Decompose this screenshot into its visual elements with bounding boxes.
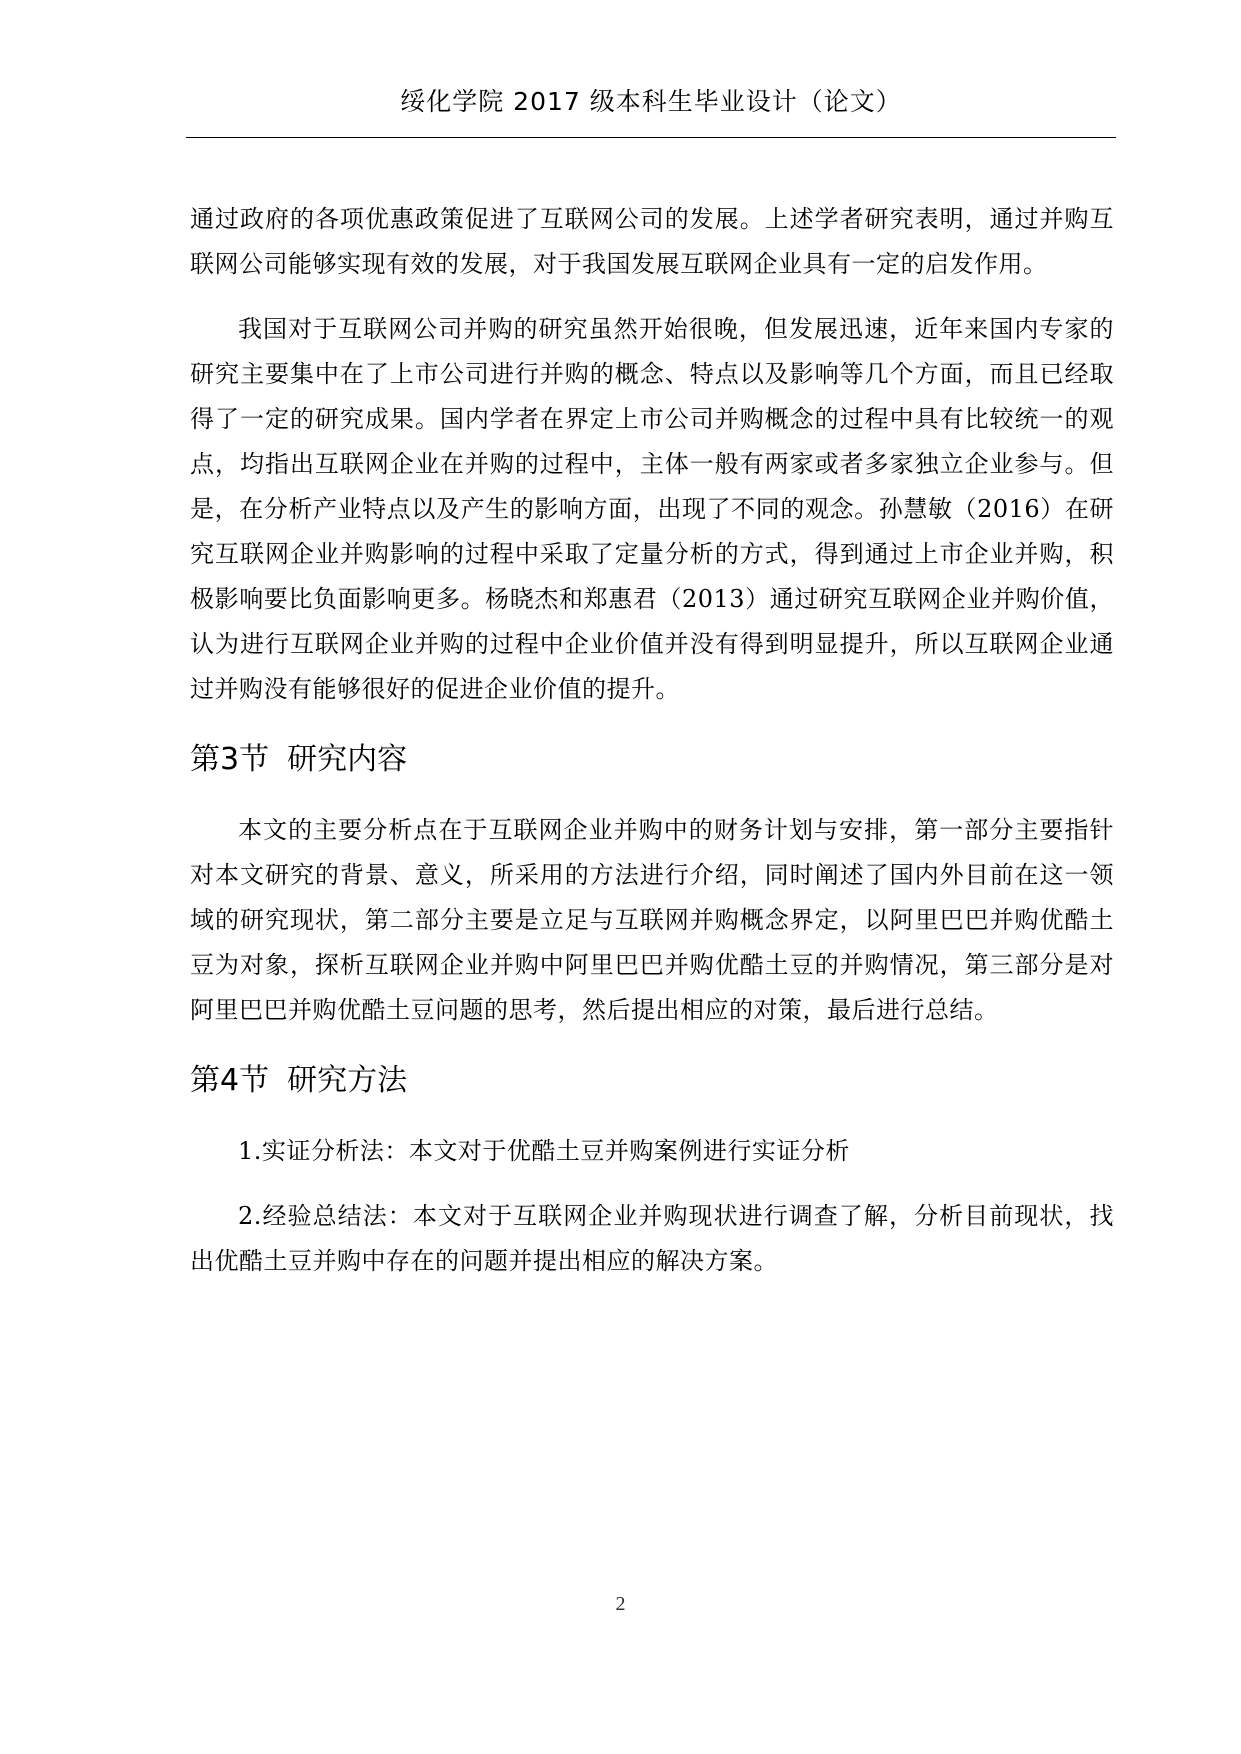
- running-header: 绥化学院 2017 级本科生毕业设计（论文）: [400, 87, 902, 116]
- method-item-1: 1.实证分析法：本文对于优酷土豆并购案例进行实证分析: [238, 1137, 850, 1165]
- section-4-title: 研究方法: [287, 1063, 408, 1098]
- header-rule: [186, 137, 1116, 138]
- paragraph-literature-review: 我国对于互联网公司并购的研究虽然开始很晚，但发展迅速，近年来国内专家的研究主要集中在了上市公司进行并购的概念、特点以及影响等几个方面，而且已经取得了一定的研究成果。国内学者在界定上市公司并购概念的过程中具有比较统一的观点，均指出互联网企业在并购的过程中，主体一般有两家或者多家独立企业参与。但是，在分析产业特点以及产生的影响方面，出现了不同的观念。孙慧敏（2016）在研究互联网企业并购影响的过程中采取了定量分析的方式，得到通过上市企业并购，积极影响要比负面影响更多。杨晓杰和郑惠君（2013）通过研究互联网企业并购价值，认为进行互联网企业并购的过程中企业价值并没有得到明显提升，所以互联网企业通过并购没有能够很好的促进企业价值的提升。: [190, 315, 1114, 703]
- method-item-2: 2.经验总结法：本文对于互联网企业并购现状进行调查了解，分析目前现状，找出优酷土豆并购中存在的问题并提出相应的解决方案。: [190, 1202, 1114, 1275]
- section-3-paragraph: 本文的主要分析点在于互联网企业并购中的财务计划与安排，第一部分主要指针对本文研究的背景、意义，所采用的方法进行介绍，同时阐述了国内外目前在这一领域的研究现状，第二部分主要是立足与互联网并购概念界定，以阿里巴巴并购优酷土豆为对象，探析互联网企业并购中阿里巴巴并购优酷土豆的并购情况，第三部分是对阿里巴巴并购优酷土豆问题的思考，然后提出相应的对策，最后进行总结。: [190, 816, 1114, 1024]
- section-3-number: 第3节: [190, 742, 270, 777]
- body-text: [190, 197, 1114, 1284]
- page-number: 2: [615, 1593, 626, 1615]
- paragraph-continuation: 通过政府的各项优惠政策促进了互联网公司的发展。上述学者研究表明，通过并购互联网公司能够实现有效的发展，对于我国发展互联网企业具有一定的启发作用。: [190, 205, 1114, 278]
- section-3-title: 研究内容: [287, 742, 408, 777]
- section-3-heading: [190, 738, 1114, 782]
- section-4-heading: [190, 1059, 1114, 1103]
- section-4-number: 第4节: [190, 1063, 270, 1098]
